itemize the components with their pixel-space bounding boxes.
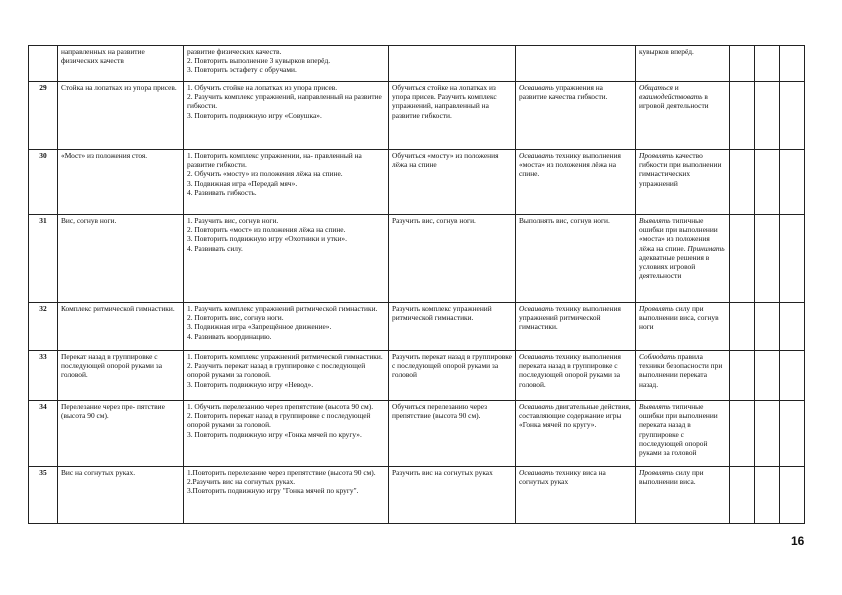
personal-text: правила техники безопасности при выполнении переката назад. bbox=[639, 352, 723, 389]
task-line: 4. Развивать гибкость. bbox=[187, 187, 257, 197]
lesson-number-cell: 35 bbox=[29, 467, 58, 524]
personal-result-cell bbox=[636, 401, 730, 467]
task-line: 3. Повторить подвижную игру «Гонка мячей по кругу». bbox=[187, 429, 362, 439]
empty-cell bbox=[755, 215, 780, 303]
tasks-cell bbox=[184, 467, 389, 524]
personal-text: силу при выполнении виса, согнув ноги bbox=[639, 304, 719, 332]
lesson-plan-table bbox=[28, 45, 805, 524]
empty-cell bbox=[755, 150, 780, 215]
task-line: 2. Разучить перекат назад в группировке с последующей опорой руками за головой. bbox=[187, 361, 366, 380]
task-line: 1. Обучить перелезанию через препятствие (высота 90 см). bbox=[187, 402, 374, 411]
task-line: 3. Подвижная игра «Запрещённое движение». bbox=[187, 322, 332, 332]
personal-text: адекватные решения в условиях игровой деятельности bbox=[639, 252, 710, 281]
personal-result-cell bbox=[636, 303, 730, 351]
table-row bbox=[29, 467, 805, 524]
empty-cell bbox=[755, 401, 780, 467]
meta-text: технику виса на согнутых руках bbox=[519, 468, 606, 487]
table-row bbox=[29, 215, 805, 303]
table-row bbox=[29, 401, 805, 467]
topic-cell: Перелезание через пре- пятствие (высота 90 см). bbox=[58, 401, 184, 467]
subject-result-cell: Разучить перекат назад в группировке с последующей опорой руками за головой bbox=[389, 351, 516, 401]
lesson-number-cell: 29 bbox=[29, 82, 58, 150]
empty-cell bbox=[755, 303, 780, 351]
lesson-number-cell: 34 bbox=[29, 401, 58, 467]
subject-result-cell bbox=[389, 46, 516, 82]
personal-text: типичные ошибки при выполнении «моста» из положения лёжа на спине. bbox=[639, 216, 718, 253]
topic-cell: «Мост» из положения стоя. bbox=[58, 150, 184, 215]
lesson-number-cell: 32 bbox=[29, 303, 58, 351]
task-line: развитие физических качеств. bbox=[187, 47, 282, 56]
personal-result-cell bbox=[636, 351, 730, 401]
table-row bbox=[29, 351, 805, 401]
table-row bbox=[29, 303, 805, 351]
empty-cell bbox=[730, 401, 755, 467]
table-row bbox=[29, 46, 805, 82]
personal-text: в игровой деятельности bbox=[639, 92, 709, 111]
personal-result-cell bbox=[636, 150, 730, 215]
personal-result-cell bbox=[636, 467, 730, 524]
tasks-cell bbox=[184, 82, 389, 150]
empty-cell bbox=[730, 351, 755, 401]
lesson-number-cell bbox=[29, 46, 58, 82]
empty-cell bbox=[755, 467, 780, 524]
lesson-number-cell: 31 bbox=[29, 215, 58, 303]
meta-result-cell bbox=[516, 215, 636, 303]
tasks-cell bbox=[184, 215, 389, 303]
meta-result-cell bbox=[516, 351, 636, 401]
topic-cell: направленных на развитие физических качеств bbox=[58, 46, 184, 82]
task-line: 2.Разучить вис на согнутых руках. bbox=[187, 477, 296, 487]
meta-verb: Осваивать bbox=[519, 402, 554, 411]
topic-cell: Перекат назад в группировке с последующей опорой руками за головой. bbox=[58, 351, 184, 401]
empty-cell bbox=[730, 303, 755, 351]
personal-text: Соблюдать bbox=[639, 352, 676, 361]
personal-text: Проявлять bbox=[639, 468, 674, 477]
personal-result-cell bbox=[636, 82, 730, 150]
topic-cell: Вис на согнутых руках. bbox=[58, 467, 184, 524]
tasks-cell bbox=[184, 46, 389, 82]
empty-cell bbox=[780, 401, 805, 467]
empty-cell bbox=[730, 46, 755, 82]
empty-cell bbox=[755, 351, 780, 401]
table-row bbox=[29, 150, 805, 215]
meta-text: технику выполнения переката назад в группировке с последующей опорой руками за головой. bbox=[519, 352, 621, 389]
empty-cell bbox=[780, 82, 805, 150]
task-line: 2. Обучить «мосту» из положения лёжа на спине. bbox=[187, 169, 343, 179]
page-number: 16 bbox=[791, 534, 805, 548]
topic-cell: Вис, согнув ноги. bbox=[58, 215, 184, 303]
personal-text: кувырков вперёд. bbox=[639, 47, 694, 56]
personal-text: качество гибкости при выполнении гимнастических упражнений bbox=[639, 151, 722, 188]
task-line: 4. Развивать координацию. bbox=[187, 331, 272, 341]
meta-result-cell bbox=[516, 401, 636, 467]
empty-cell bbox=[780, 303, 805, 351]
personal-text: типичные ошибки при выполнении переката назад в группировке с последующей опорой руками за головой bbox=[639, 402, 718, 457]
task-line: 3. Повторить подвижную игру «Совушка». bbox=[187, 110, 322, 120]
meta-result-cell bbox=[516, 46, 636, 82]
task-line: 1. Разучить комплекс упражнений ритмической гимнастики. bbox=[187, 304, 378, 313]
table-row bbox=[29, 82, 805, 150]
task-line: 2. Повторить перекат назад в группировке с последующей опорой руками за головой. bbox=[187, 411, 371, 430]
personal-text: и bbox=[672, 83, 679, 92]
tasks-cell bbox=[184, 401, 389, 467]
empty-cell bbox=[780, 215, 805, 303]
empty-cell bbox=[730, 82, 755, 150]
lesson-number-cell: 33 bbox=[29, 351, 58, 401]
subject-result-cell: Разучить вис на согнутых руках bbox=[389, 467, 516, 524]
empty-cell bbox=[730, 467, 755, 524]
task-line: 1.Повторить перелезание через препятствие (высота 90 см). bbox=[187, 468, 376, 477]
empty-cell bbox=[780, 351, 805, 401]
meta-result-cell bbox=[516, 150, 636, 215]
personal-text: Выявлять bbox=[639, 216, 671, 225]
meta-verb: Осваивать bbox=[519, 151, 554, 160]
task-line: 4. Развивать силу. bbox=[187, 243, 243, 253]
empty-cell bbox=[780, 150, 805, 215]
tasks-cell bbox=[184, 351, 389, 401]
task-line: 1. Обучить стойке на лопатках из упора присев. bbox=[187, 83, 338, 92]
empty-cell bbox=[780, 46, 805, 82]
meta-result-cell bbox=[516, 303, 636, 351]
task-line: 3. Подвижная игра «Передай мяч». bbox=[187, 178, 298, 188]
task-line: 3.Повторить подвижную игру "Гонка мячей по кругу". bbox=[187, 486, 359, 496]
task-line: 1. Разучить вис, согнув ноги. bbox=[187, 216, 279, 225]
subject-result-cell: Разучить вис, согнув ноги. bbox=[389, 215, 516, 303]
empty-cell bbox=[780, 467, 805, 524]
personal-result-cell bbox=[636, 46, 730, 82]
tasks-cell bbox=[184, 150, 389, 215]
topic-cell: Комплекс ритмической гимнастики. bbox=[58, 303, 184, 351]
task-line: 1. Повторить комплекс упражнений ритмической гимнастики. bbox=[187, 352, 383, 361]
personal-text: взаимодействовать bbox=[639, 92, 703, 102]
subject-result-cell: Обучиться «мосту» из положения лёжа на спине bbox=[389, 150, 516, 215]
task-line: 2. Повторить «мост» из положения лёжа на спине. bbox=[187, 225, 346, 235]
meta-result-cell bbox=[516, 82, 636, 150]
topic-cell: Стойка на лопатках из упора присев. bbox=[58, 82, 184, 150]
task-line: 2. Повторить вис, согнув ноги. bbox=[187, 313, 284, 323]
personal-text: Принимать bbox=[687, 243, 725, 253]
empty-cell bbox=[755, 46, 780, 82]
task-line: 3. Повторить подвижную игру «Охотники и утки». bbox=[187, 234, 347, 244]
task-line: 3. Повторить эстафету с обручами. bbox=[187, 65, 297, 75]
meta-verb: Осваивать bbox=[519, 304, 554, 313]
task-line: 2. Повторить выполнение 3 кувырков вперёд. bbox=[187, 56, 331, 66]
personal-text: Выявлять bbox=[639, 402, 671, 411]
tasks-cell bbox=[184, 303, 389, 351]
task-line: 2. Разучить комплекс упражнений, направленный на развитие гибкости. bbox=[187, 92, 382, 111]
personal-text: Проявлять bbox=[639, 151, 674, 160]
subject-result-cell: Обучиться стойке на лопатках из упора присев. Разучить комплекс упражнений, направленный на развитие гибкости. bbox=[389, 82, 516, 150]
meta-text: двигательные действия, составляющие содержание игры «Гонка мячей по кругу». bbox=[519, 402, 631, 430]
meta-verb: Осваивать bbox=[519, 468, 554, 477]
empty-cell bbox=[730, 215, 755, 303]
subject-result-cell: Обучиться перелезанию через препятствие (высота 90 см). bbox=[389, 401, 516, 467]
subject-result-cell: Разучить комплекс упражнений ритмической гимнастики. bbox=[389, 303, 516, 351]
meta-text: упражнения на развитие качества гибкости. bbox=[519, 83, 608, 102]
empty-cell bbox=[730, 150, 755, 215]
meta-text: технику выполнения «моста» из положения лёжа на спине. bbox=[519, 151, 621, 179]
personal-text: силу при выполнении виса. bbox=[639, 468, 704, 487]
personal-text: Проявлять bbox=[639, 304, 674, 313]
meta-text: технику выполнения упражнений ритмической гимнастики. bbox=[519, 304, 621, 332]
empty-cell bbox=[755, 82, 780, 150]
personal-text: Общаться bbox=[639, 83, 673, 92]
meta-verb: Осваивать bbox=[519, 352, 554, 361]
meta-result-cell bbox=[516, 467, 636, 524]
table-body bbox=[29, 46, 805, 524]
personal-result-cell bbox=[636, 215, 730, 303]
meta-text: Выполнять вис, согнув ноги. bbox=[519, 216, 610, 225]
task-line: 1. Повторить комплекс упражнении, на- правленный на развитие гибкости. bbox=[187, 151, 362, 170]
task-line: 3. Повторить подвижную игру «Невод». bbox=[187, 379, 314, 389]
lesson-number-cell: 30 bbox=[29, 150, 58, 215]
meta-verb: Осваивать bbox=[519, 83, 554, 92]
